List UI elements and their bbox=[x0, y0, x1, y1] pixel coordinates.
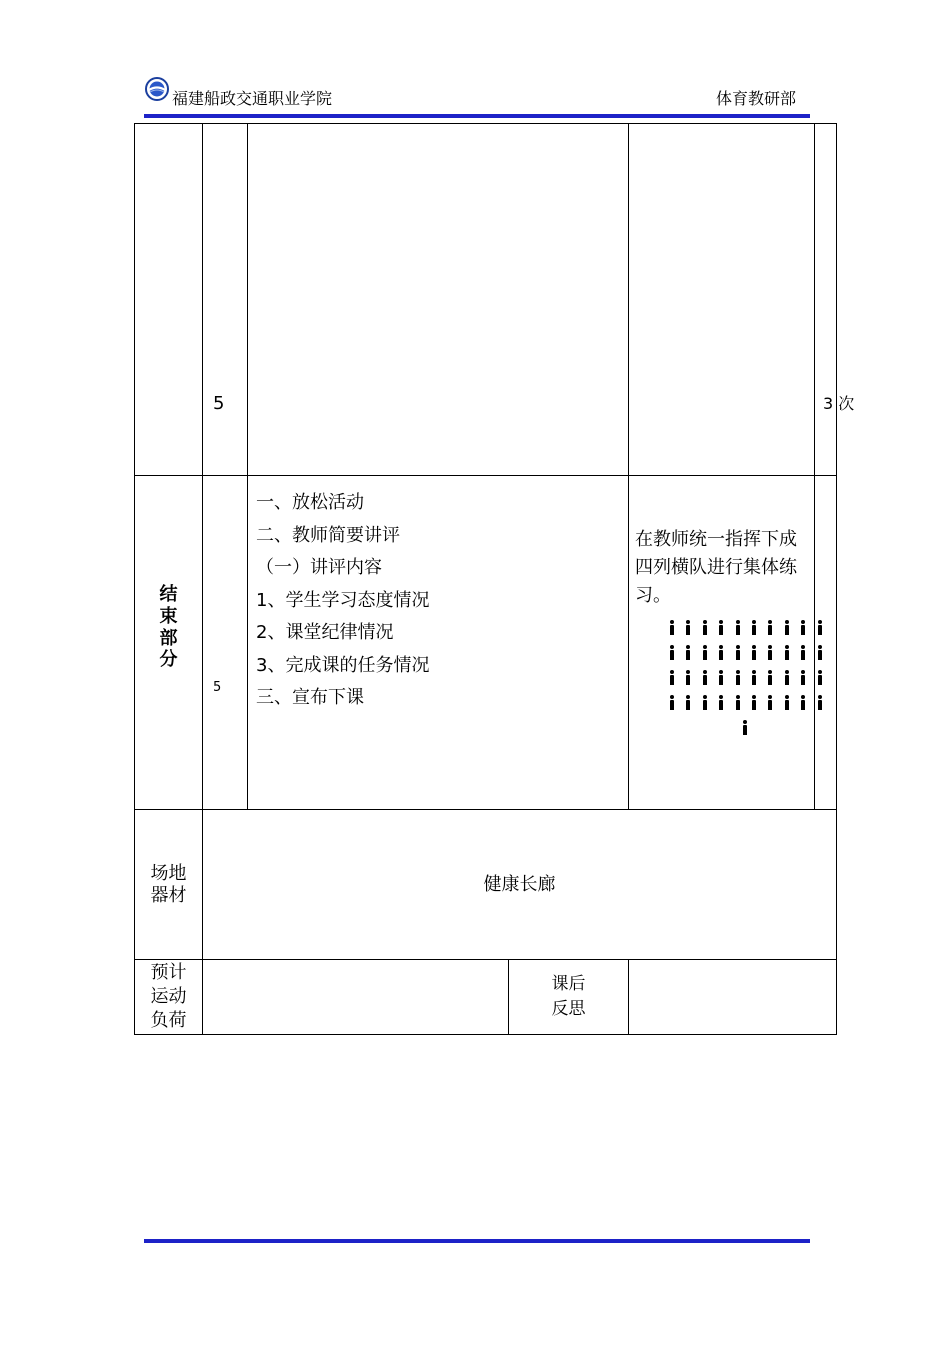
footer-rule bbox=[144, 1239, 810, 1243]
content-item: 二、教师简要讲评 bbox=[256, 524, 400, 546]
load-label-cell bbox=[135, 960, 203, 1035]
student-figure-icon bbox=[700, 643, 710, 668]
section-cell-empty bbox=[135, 124, 203, 476]
organization-text: 在教师统一指挥下成四列横队进行集体练习。 bbox=[635, 529, 797, 606]
lesson-plan-table bbox=[134, 123, 855, 1035]
table-row-load bbox=[135, 960, 837, 1035]
student-figure-icon bbox=[815, 618, 825, 643]
student-figure-icon bbox=[749, 693, 759, 718]
student-figure-icon bbox=[733, 693, 743, 718]
student-figure-icon bbox=[782, 643, 792, 668]
student-figure-icon bbox=[700, 668, 710, 693]
student-figure-icon bbox=[749, 618, 759, 643]
student-figure-icon bbox=[798, 643, 808, 668]
duration-cell bbox=[203, 124, 248, 476]
student-figure-icon bbox=[667, 693, 677, 718]
reflection-label-cell bbox=[509, 960, 629, 1035]
student-figure-icon bbox=[782, 618, 792, 643]
student-figure-icon bbox=[716, 693, 726, 718]
table-row-venue bbox=[135, 810, 837, 960]
student-figure-icon bbox=[798, 618, 808, 643]
count-cell bbox=[815, 124, 855, 476]
venue-label: 场地器材 bbox=[150, 862, 187, 906]
student-figure-icon bbox=[765, 643, 775, 668]
table-row-closing bbox=[135, 476, 837, 810]
teacher-row bbox=[667, 718, 827, 743]
content-cell bbox=[248, 476, 629, 810]
school-logo-icon bbox=[144, 76, 170, 102]
student-figure-icon bbox=[683, 618, 693, 643]
duration-value: 5 bbox=[213, 392, 225, 414]
student-figure-icon bbox=[765, 618, 775, 643]
student-figure-icon bbox=[782, 693, 792, 718]
section-label-closing bbox=[135, 476, 203, 810]
reflection-label: 课后反思 bbox=[551, 974, 586, 1019]
organization-cell bbox=[629, 476, 815, 810]
student-figure-icon bbox=[716, 643, 726, 668]
table-row-main bbox=[135, 124, 837, 476]
reflection-value-cell bbox=[629, 960, 837, 1035]
formation-row bbox=[667, 668, 827, 693]
venue-value: 健康长廊 bbox=[483, 873, 556, 895]
student-figure-icon bbox=[782, 668, 792, 693]
duration-value: 5 bbox=[213, 679, 222, 695]
venue-value-cell bbox=[203, 810, 837, 960]
content-item: （一）讲评内容 bbox=[256, 557, 382, 578]
section-char: 结 bbox=[159, 584, 178, 606]
student-figure-icon bbox=[667, 618, 677, 643]
content-cell-empty bbox=[248, 124, 629, 476]
header-rule bbox=[144, 114, 810, 118]
section-char: 部 bbox=[159, 627, 178, 649]
load-value-cell bbox=[203, 960, 509, 1035]
student-figure-icon bbox=[683, 668, 693, 693]
student-figure-icon bbox=[683, 643, 693, 668]
teacher-figure-icon bbox=[740, 718, 750, 743]
organization-cell-empty bbox=[629, 124, 815, 476]
content-item: 3、完成课的任务情况 bbox=[256, 654, 430, 676]
student-figure-icon bbox=[815, 668, 825, 693]
content-item: 三、宣布下课 bbox=[256, 687, 364, 708]
student-figure-icon bbox=[683, 693, 693, 718]
student-figure-icon bbox=[798, 693, 808, 718]
student-figure-icon bbox=[667, 643, 677, 668]
section-char: 分 bbox=[159, 649, 178, 671]
student-figure-icon bbox=[700, 693, 710, 718]
formation-row bbox=[667, 693, 827, 718]
student-figure-icon bbox=[815, 693, 825, 718]
content-item: 一、放松活动 bbox=[256, 492, 364, 513]
student-figure-icon bbox=[716, 668, 726, 693]
load-label: 预计运动负荷 bbox=[150, 962, 187, 1031]
student-figure-icon bbox=[700, 618, 710, 643]
student-figure-icon bbox=[749, 643, 759, 668]
student-figure-icon bbox=[716, 618, 726, 643]
student-figure-icon bbox=[733, 618, 743, 643]
student-figure-icon bbox=[765, 693, 775, 718]
student-figure-icon bbox=[765, 668, 775, 693]
student-figure-icon bbox=[815, 643, 825, 668]
venue-label-cell bbox=[135, 810, 203, 960]
count-value: 3 次 bbox=[823, 393, 855, 413]
content-item: 2、课堂纪律情况 bbox=[256, 622, 394, 643]
formation-diagram bbox=[667, 618, 827, 743]
school-name: 福建船政交通职业学院 bbox=[172, 89, 333, 108]
section-char: 束 bbox=[159, 605, 178, 627]
formation-row bbox=[667, 618, 827, 643]
student-figure-icon bbox=[733, 668, 743, 693]
page-header bbox=[144, 72, 810, 116]
content-item: 1、学生学习态度情况 bbox=[256, 589, 430, 611]
department-name: 体育教研部 bbox=[715, 89, 796, 108]
duration-cell bbox=[203, 476, 248, 810]
student-figure-icon bbox=[667, 668, 677, 693]
student-figure-icon bbox=[798, 668, 808, 693]
formation-row bbox=[667, 643, 827, 668]
student-figure-icon bbox=[749, 668, 759, 693]
student-figure-icon bbox=[733, 643, 743, 668]
